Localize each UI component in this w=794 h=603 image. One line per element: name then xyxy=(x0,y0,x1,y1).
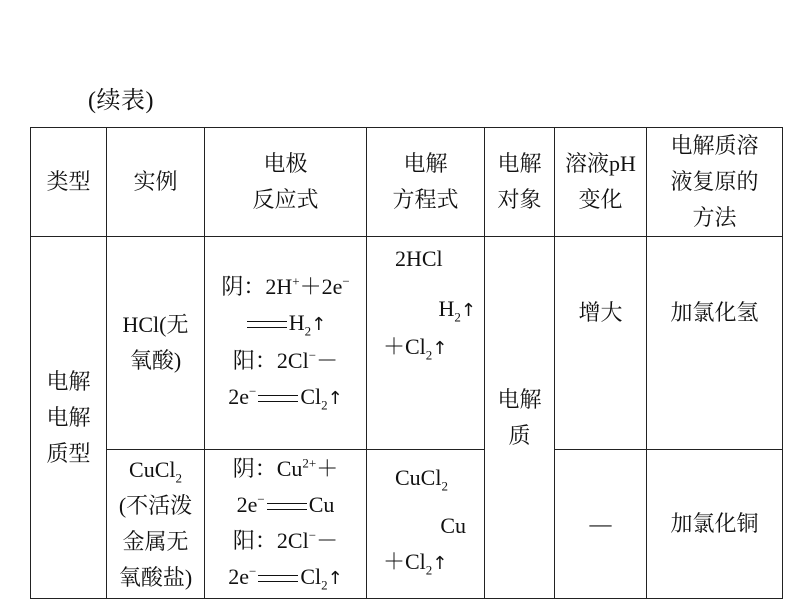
electrolysis-table xyxy=(30,127,783,599)
header-equation: 电解 方程式 xyxy=(367,128,485,237)
electrode-reaction-cell: 阴：2H+＋2e− $H_2↑$ 阳：2Cl−－ 2e− $Cl_2↑$ xyxy=(205,237,367,450)
gas-arrow-icon: ↑ xyxy=(432,553,448,574)
header-ph: 溶液pH 变化 xyxy=(555,128,647,237)
example-cell: HCl(无 氧酸) xyxy=(107,237,205,450)
table-row xyxy=(31,237,783,450)
electrode-reaction-cell: 阴：$Cu^{2+}+$ 2e− Cu 阳：2Cl−－ 2e− $Cl_2↑$ xyxy=(205,450,367,599)
table-caption: (续表) xyxy=(88,88,154,114)
gas-arrow-icon: ↑ xyxy=(327,388,343,409)
restore-cell: 加氯化氢 xyxy=(647,237,783,450)
equation-cell: 2HCl $H_2↑$ $+Cl_2↑$ xyxy=(367,237,485,450)
equals-sign xyxy=(258,575,298,582)
header-object: 电解 对象 xyxy=(485,128,555,237)
equals-sign xyxy=(247,321,287,328)
object-cell: 电解 质 xyxy=(485,237,555,599)
gas-arrow-icon: ↑ xyxy=(311,314,327,335)
ph-cell: — xyxy=(555,450,647,599)
gas-arrow-icon: ↑ xyxy=(460,300,476,321)
header-row xyxy=(31,128,783,237)
gas-arrow-icon: ↑ xyxy=(432,338,448,359)
header-electrode: 电极 反应式 xyxy=(205,128,367,237)
equals-sign xyxy=(267,503,307,510)
header-example: 实例 xyxy=(107,128,205,237)
header-restore: 电解质溶 液复原的 方法 xyxy=(647,128,783,237)
table-row xyxy=(31,450,783,599)
ph-cell: 增大 xyxy=(555,237,647,450)
example-cell: CuCl$_2$ (不活泼 金属无 氧酸盐) xyxy=(107,450,205,599)
group-label: 电解 电解 质型 xyxy=(31,237,107,599)
equals-sign xyxy=(258,395,298,402)
gas-arrow-icon: ↑ xyxy=(327,568,343,589)
header-type: 类型 xyxy=(31,128,107,237)
restore-cell: 加氯化铜 xyxy=(647,450,783,599)
equation-cell: CuCl$_2$ Cu $+Cl_2↑$ xyxy=(367,450,485,599)
